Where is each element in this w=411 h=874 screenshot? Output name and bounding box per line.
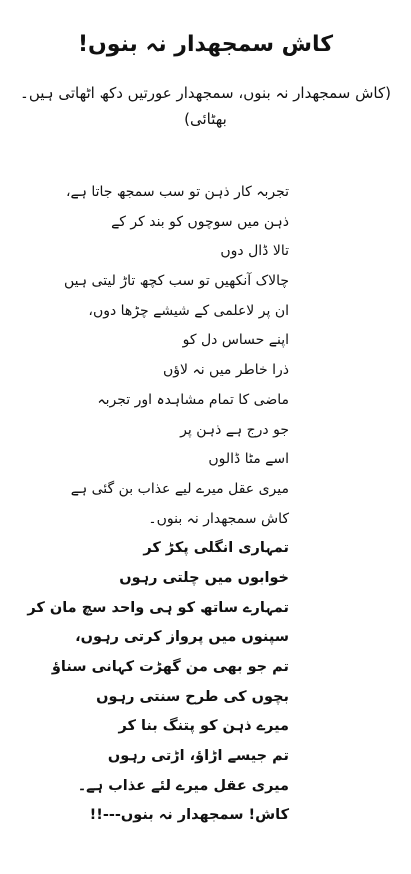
poem-line: کاش! سمجھدار نہ بنوں---!! bbox=[89, 807, 289, 824]
poem-line: تم جو بھی من گھڑت کہانی سناؤ bbox=[51, 659, 289, 675]
poem-line: تمہارے ساتھ کو ہی واحد سچ مان کر bbox=[27, 599, 289, 616]
poem-line: اپنے حساس دل کو bbox=[182, 332, 289, 349]
poem-line: تجربہ کار ذہن تو سب سمجھ جاتا ہے، bbox=[65, 184, 289, 200]
poem-line: میرے ذہن کو پتنگ بنا کر bbox=[118, 718, 289, 735]
poem-line: میری عقل میرے لیے عذاب بن گئی ہے bbox=[70, 480, 289, 497]
poem-subtitle: (کاش سمجھدار نہ بنوں، سمجھدار عورتیں دکھ اٹھاتی ہیں۔ بھٹائی) bbox=[20, 84, 391, 128]
poem-line: تالا ڈال دوں bbox=[220, 243, 289, 260]
poem-line: جو درج ہے ذہن پر bbox=[180, 421, 289, 438]
poem-line: تمہاری انگلی پکڑ کر bbox=[143, 540, 289, 557]
poem-line: تم جیسے اڑاؤ، اڑتی رہوں bbox=[107, 748, 289, 765]
poem-line: اسے مٹا ڈالوں bbox=[208, 451, 289, 468]
poem-title: کاش سمجھدار نہ بنوں! bbox=[77, 32, 334, 57]
poem-line: میری عقل میرے لئے عذاب ہے۔ bbox=[77, 777, 289, 794]
poem-body bbox=[9, 178, 289, 831]
poem-line: ذرا خاطر میں نہ لاؤں bbox=[163, 362, 289, 379]
poem-line: خوابوں میں چلتی رہوں bbox=[119, 569, 289, 586]
poem-line: کاش سمجھدار نہ بنوں۔ bbox=[148, 510, 289, 527]
poem-line: بچوں کی طرح سنتی رہوں bbox=[96, 688, 289, 705]
poem-line: ذہن میں سوچوں کو بند کر کے bbox=[111, 213, 289, 230]
poem-line: ان پر لاعلمی کے شیشے چڑھا دوں، bbox=[88, 302, 289, 319]
poem-line: ماضی کا تمام مشاہدہ اور تجربہ bbox=[97, 391, 289, 408]
poem-line: سپنوں میں پرواز کرتی رہوں، bbox=[75, 629, 289, 646]
poem-line: چالاک آنکھیں تو سب کچھ تاڑ لیتی ہیں bbox=[64, 273, 289, 290]
